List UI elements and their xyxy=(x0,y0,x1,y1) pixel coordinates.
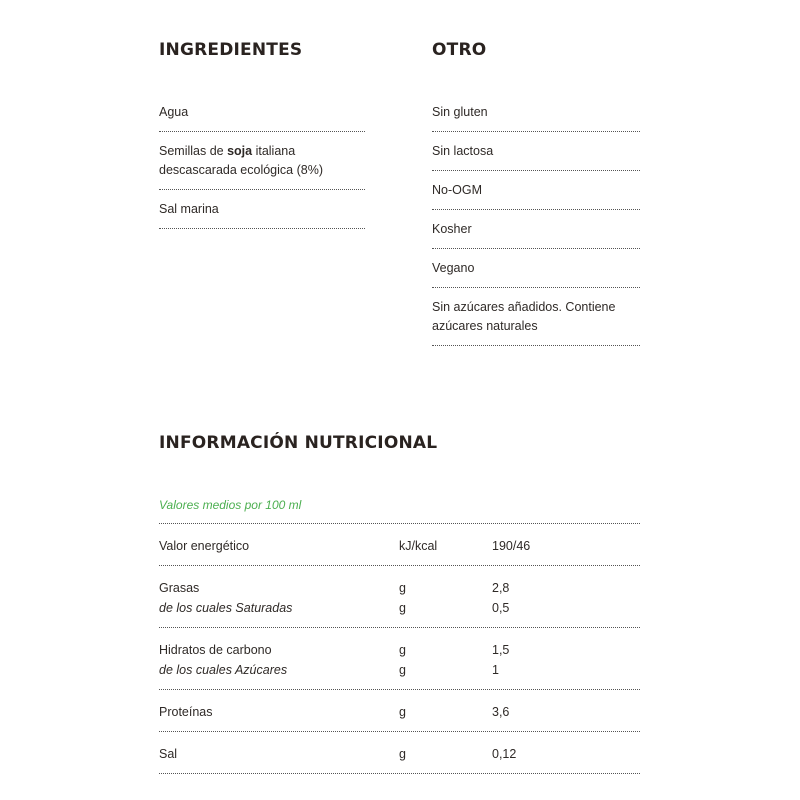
nutrient-sublabel: de los cuales Saturadas xyxy=(159,601,293,615)
nutrient-value: 0,5 xyxy=(492,601,510,615)
ingredient-item xyxy=(159,132,365,190)
nutrient-unit: g xyxy=(399,601,406,615)
ingredients-heading: INGREDIENTES xyxy=(159,40,303,60)
ingredient-text-post: italiana descascarada ecológica (8%) xyxy=(159,144,323,177)
nutrition-subline xyxy=(159,598,640,618)
ingredient-text-bold: soja xyxy=(227,144,253,158)
ingredient-item xyxy=(159,93,365,132)
ingredient-text: Sal marina xyxy=(159,202,219,216)
nutrition-line xyxy=(159,640,640,660)
other-item xyxy=(432,210,640,249)
nutrient-value: 190/46 xyxy=(492,539,531,553)
nutrition-subtitle: Valores medios por 100 ml xyxy=(159,498,302,512)
other-item xyxy=(432,171,640,210)
nutrient-unit: kJ/kcal xyxy=(399,539,438,553)
nutrition-line xyxy=(159,578,640,598)
other-item xyxy=(432,249,640,288)
other-list xyxy=(432,93,640,346)
ingredient-text: Agua xyxy=(159,105,189,119)
nutrient-value: 1 xyxy=(492,663,499,677)
nutrient-label: Proteínas xyxy=(159,705,213,719)
nutrition-line xyxy=(159,536,640,556)
nutrient-label: Valor energético xyxy=(159,539,250,553)
nutrition-row-fat xyxy=(159,566,640,628)
nutrition-row-energy xyxy=(159,524,640,566)
nutrient-unit: g xyxy=(399,747,406,761)
ingredient-item xyxy=(159,190,365,229)
nutrient-label: Sal xyxy=(159,747,178,761)
nutrition-heading: INFORMACIÓN NUTRICIONAL xyxy=(159,433,438,453)
nutrient-value: 0,12 xyxy=(492,747,517,761)
other-item-text: Sin azúcares añadidos. Contiene azúcares naturales xyxy=(432,300,616,333)
other-item-text: No-OGM xyxy=(432,183,482,197)
other-item-text: Sin lactosa xyxy=(432,144,494,158)
ingredients-list xyxy=(159,93,365,229)
other-heading: OTRO xyxy=(432,40,487,60)
nutrient-value: 1,5 xyxy=(492,643,510,657)
other-item xyxy=(432,288,640,346)
other-item-text: Sin gluten xyxy=(432,105,488,119)
other-item xyxy=(432,93,640,132)
nutrition-row-carbs xyxy=(159,628,640,690)
nutrient-unit: g xyxy=(399,663,406,677)
nutrient-value: 3,6 xyxy=(492,705,510,719)
ingredient-text-pre: Semillas de xyxy=(159,144,228,158)
nutrition-table xyxy=(159,523,640,774)
nutrition-row-protein xyxy=(159,690,640,732)
nutrient-label: Hidratos de carbono xyxy=(159,643,272,657)
nutrient-label: Grasas xyxy=(159,581,200,595)
nutrient-sublabel: de los cuales Azúcares xyxy=(159,663,288,677)
nutrition-line xyxy=(159,744,640,764)
nutrient-unit: g xyxy=(399,705,406,719)
nutrient-unit: g xyxy=(399,581,406,595)
other-item-text: Kosher xyxy=(432,222,472,236)
nutrient-unit: g xyxy=(399,643,406,657)
nutrient-value: 2,8 xyxy=(492,581,510,595)
nutrition-line xyxy=(159,702,640,722)
nutrition-subline xyxy=(159,660,640,680)
other-item-text: Vegano xyxy=(432,261,475,275)
nutrition-row-salt xyxy=(159,732,640,774)
other-item xyxy=(432,132,640,171)
